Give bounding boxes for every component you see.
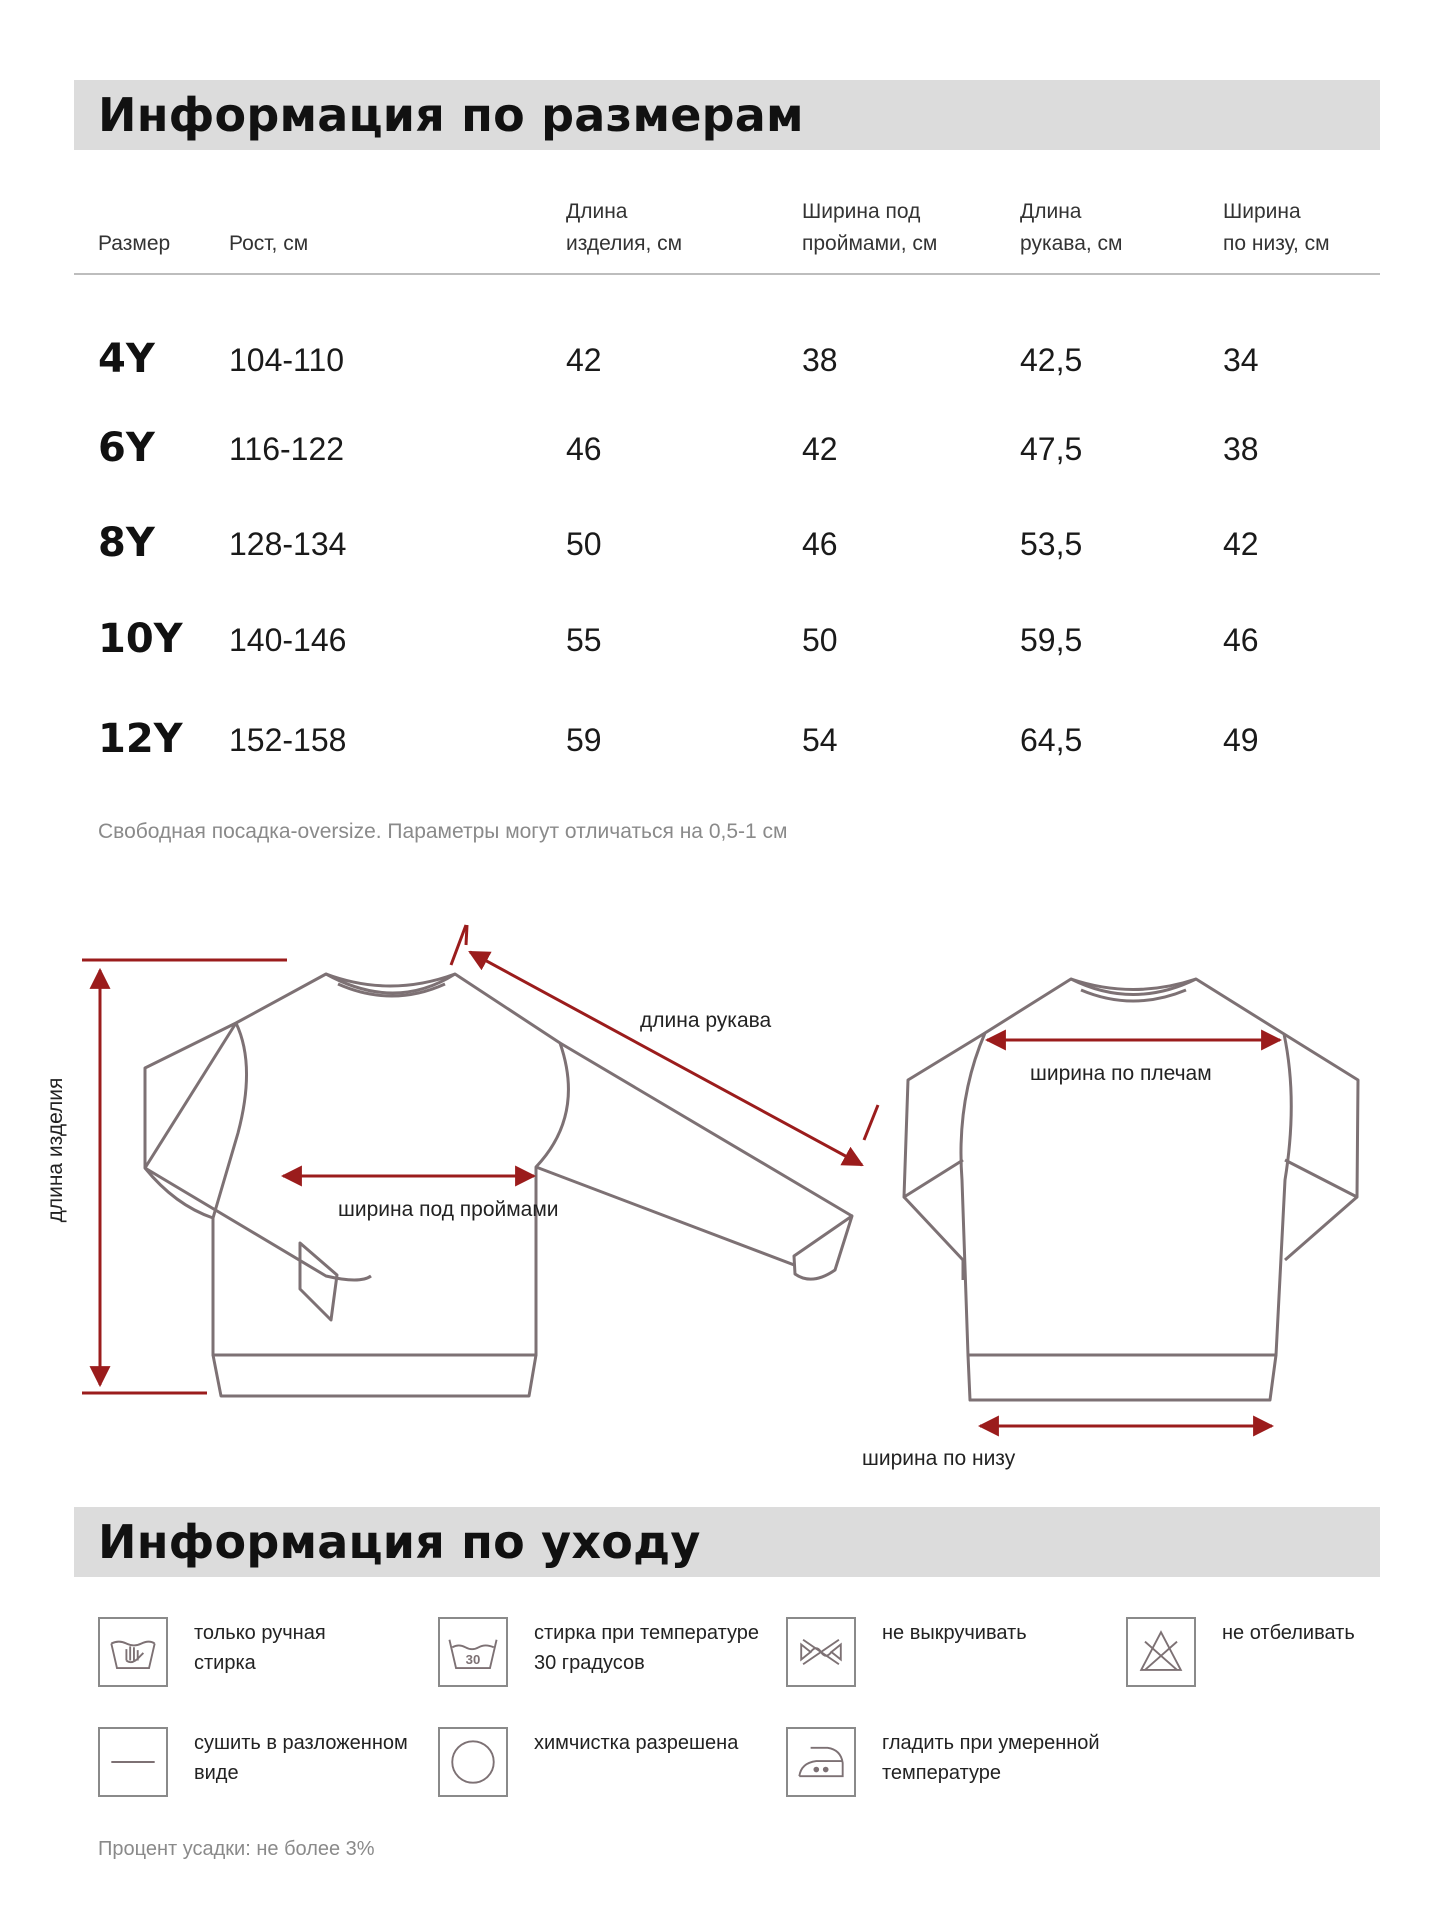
hand-wash-icon xyxy=(98,1617,168,1687)
height-cell: 128-134 xyxy=(229,526,347,562)
shrinkage-note: Процент усадки: не более 3% xyxy=(98,1838,375,1860)
length-cell: 55 xyxy=(566,622,602,658)
sweatshirt-diagram xyxy=(0,900,1440,1480)
care-text-line2: виде xyxy=(194,1762,239,1784)
dry-clean-text xyxy=(534,1728,764,1758)
size-cell: 6Y xyxy=(98,425,155,471)
care-text-line1: не выкручивать xyxy=(882,1622,1027,1644)
sleeve-label: длина рукава xyxy=(640,1009,772,1032)
chest-cell: 42 xyxy=(802,431,838,467)
col-header-length xyxy=(566,196,682,260)
col-header-sleeve-line1: Длина xyxy=(1020,200,1082,223)
shoulder-label: ширина по плечам xyxy=(1030,1062,1212,1085)
care-text-line1: только ручная xyxy=(194,1622,326,1644)
back-view-sweatshirt xyxy=(904,979,1358,1400)
length-cell: 42 xyxy=(566,342,602,378)
care-text-line1: химчистка разрешена xyxy=(534,1732,739,1754)
col-header-height: Рост, см xyxy=(229,232,309,255)
hem-cell: 46 xyxy=(1223,622,1259,658)
dry-flat-icon xyxy=(98,1727,168,1797)
col-header-size: Размер xyxy=(98,232,171,255)
col-header-sleeve xyxy=(1020,196,1122,260)
care-info-title: Информация по уходу xyxy=(98,1515,701,1569)
care-text-line2: стирка xyxy=(194,1652,256,1674)
col-header-length-line1: Длина xyxy=(566,200,628,223)
sleeve-cell: 53,5 xyxy=(1020,526,1083,562)
hem-cell: 34 xyxy=(1223,342,1259,378)
care-text-line1: сушить в разложенном xyxy=(194,1732,408,1754)
sleeve-cell: 64,5 xyxy=(1020,722,1083,758)
iron-medium-icon xyxy=(786,1727,856,1797)
care-text-line1: гладить при умеренной xyxy=(882,1732,1100,1754)
care-text-line1: не отбеливать xyxy=(1222,1622,1355,1644)
fit-note: Свободная посадка-oversize. Параметры могут отличаться на 0,5-1 см xyxy=(98,820,788,843)
sleeve-cell: 42,5 xyxy=(1020,342,1083,378)
hand-wash-text xyxy=(194,1618,424,1678)
care-text-line2: 30 градусов xyxy=(534,1652,645,1674)
care-info-header xyxy=(74,1507,1380,1577)
length-label: длина изделия xyxy=(44,1077,67,1223)
height-cell: 104-110 xyxy=(229,342,345,378)
length-cell: 59 xyxy=(566,722,602,758)
col-header-length-line2: изделия, см xyxy=(566,232,683,255)
chest-label: ширина под проймами xyxy=(338,1198,559,1221)
do-not-wring-text xyxy=(882,1618,1112,1648)
care-text-line2: температуре xyxy=(882,1762,1001,1784)
height-cell: 152-158 xyxy=(229,722,347,758)
header-divider xyxy=(74,273,1380,275)
size-info-header xyxy=(74,80,1380,150)
size-cell: 8Y xyxy=(98,520,155,566)
care-text-line1: стирка при температуре xyxy=(534,1622,759,1644)
chest-cell: 46 xyxy=(802,526,838,562)
sleeve-bottom-tick xyxy=(864,1105,878,1140)
hem-cell: 49 xyxy=(1223,722,1259,758)
col-header-chest-line1: Ширина под xyxy=(802,200,921,223)
dry-clean-icon xyxy=(438,1727,508,1797)
hem-cell: 38 xyxy=(1223,431,1259,467)
col-header-chest-line2: проймами, см xyxy=(802,232,938,255)
wash-30-icon xyxy=(438,1617,508,1687)
sleeve-top-tick xyxy=(451,925,466,965)
wash-temp-badge: 30 xyxy=(465,1652,481,1668)
size-cell: 12Y xyxy=(98,716,183,762)
col-header-sleeve-line2: рукава, см xyxy=(1020,232,1123,255)
col-header-hem xyxy=(1223,196,1330,260)
sleeve-cell: 59,5 xyxy=(1020,622,1083,658)
dry-flat-text xyxy=(194,1728,424,1788)
col-header-hem-line2: по низу, см xyxy=(1223,232,1330,255)
sleeve-cell: 47,5 xyxy=(1020,431,1083,467)
col-header-hem-line1: Ширина xyxy=(1223,200,1301,223)
iron-medium-text xyxy=(882,1728,1112,1788)
hem-label: ширина по низу xyxy=(862,1447,1016,1470)
chest-cell: 50 xyxy=(802,622,838,658)
chest-cell: 54 xyxy=(802,722,838,758)
col-header-chest xyxy=(802,196,937,260)
height-cell: 140-146 xyxy=(229,622,347,658)
height-cell: 116-122 xyxy=(229,431,345,467)
size-cell: 4Y xyxy=(98,336,155,382)
size-info-title: Информация по размерам xyxy=(98,88,804,142)
length-cell: 50 xyxy=(566,526,602,562)
wash-30-text xyxy=(534,1618,764,1678)
do-not-bleach-icon xyxy=(1126,1617,1196,1687)
length-cell: 46 xyxy=(566,431,602,467)
hem-cell: 42 xyxy=(1223,526,1259,562)
front-view-sweatshirt xyxy=(145,974,852,1396)
chest-cell: 38 xyxy=(802,342,838,378)
do-not-bleach-text xyxy=(1222,1618,1440,1648)
do-not-wring-icon xyxy=(786,1617,856,1687)
size-cell: 10Y xyxy=(98,616,183,662)
